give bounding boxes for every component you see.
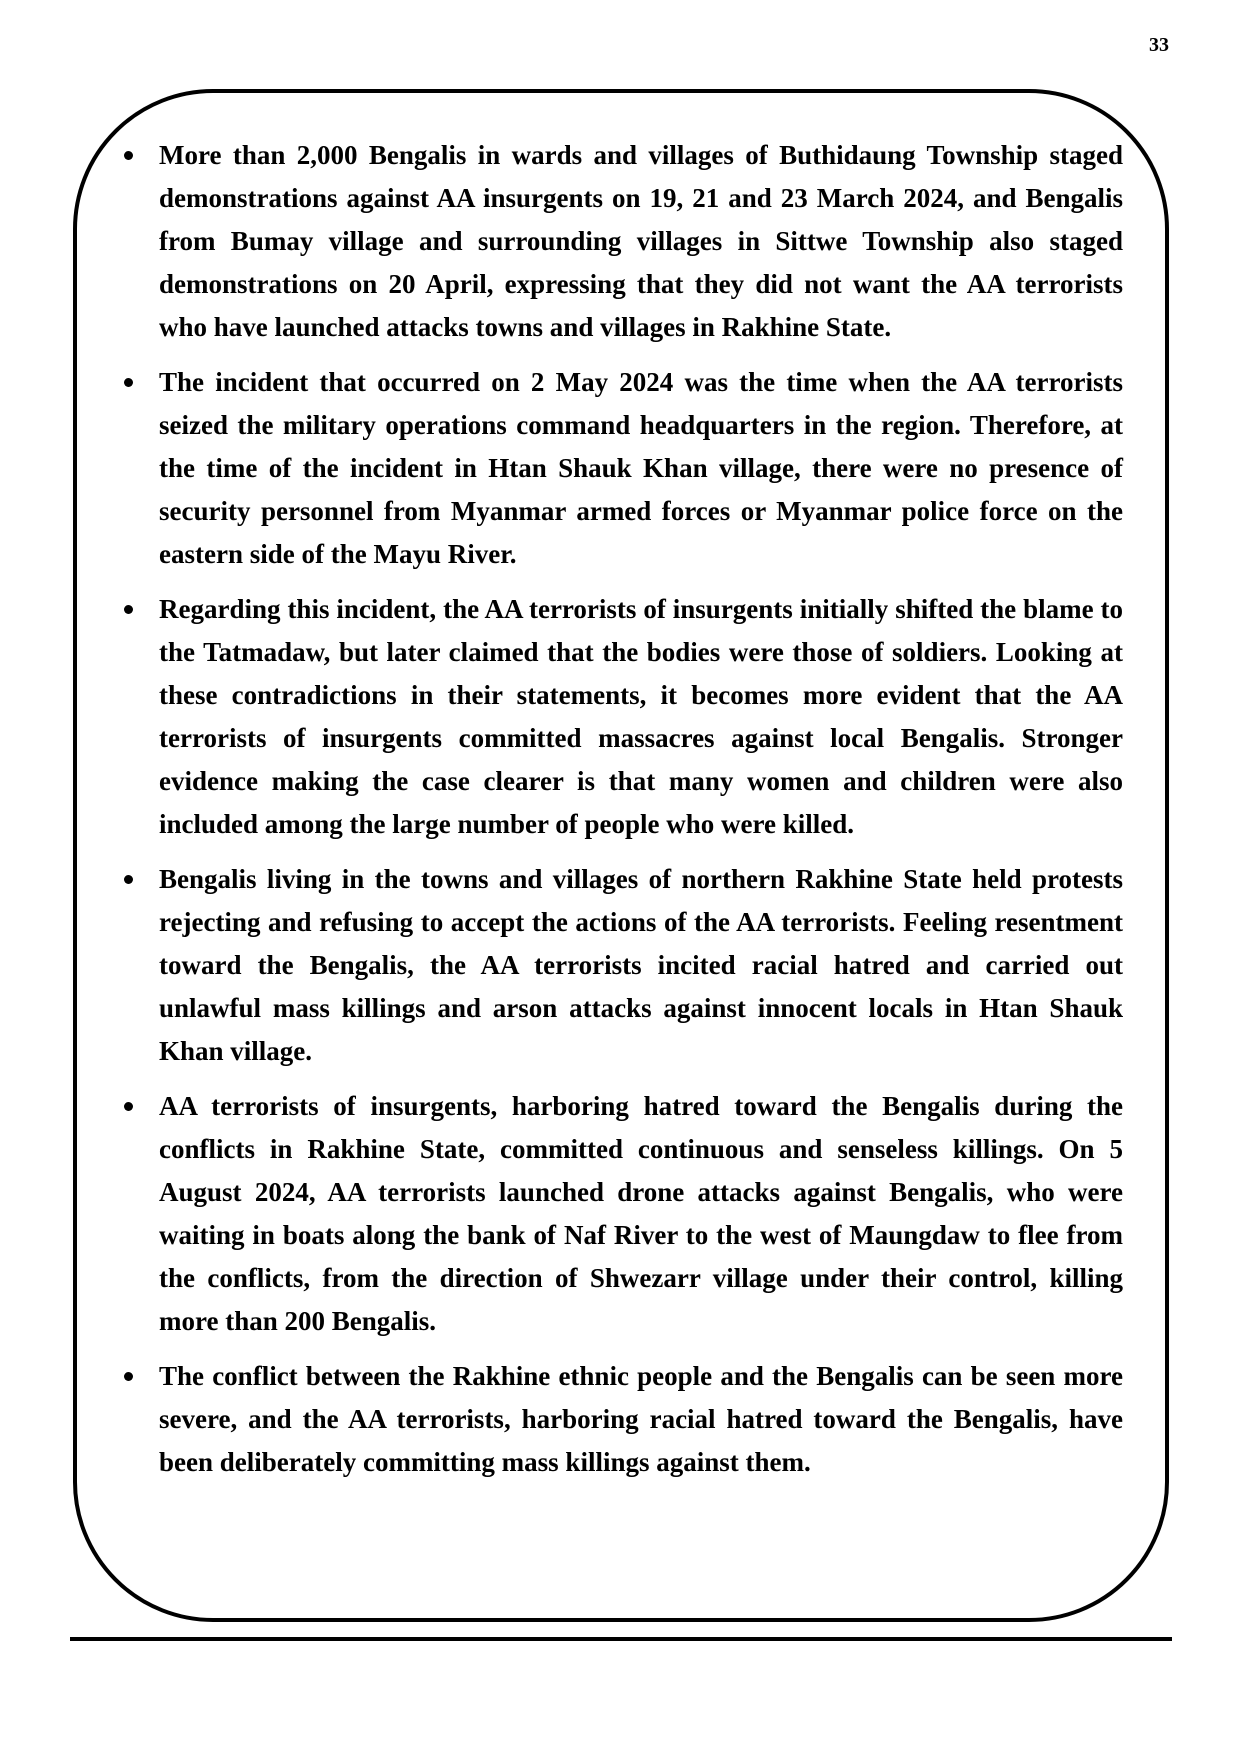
bullet-dot-icon <box>124 1372 133 1381</box>
bullet-list <box>120 134 1123 1496</box>
bullet-item <box>120 1085 1123 1343</box>
bullet-item <box>120 588 1123 846</box>
bullet-dot-icon <box>124 151 133 160</box>
bullet-text: Regarding this incident, the AA terrorists of insurgents initially shifted the blame to the Tatmadaw, but later claimed that the bodies were those of soldiers. Looking at these contradictions in their statements, it becomes more evident that the AA terrorists of insurgents committed massacres against local Bengalis. Stronger evidence making the case clearer is that many women and children were also included among the large number of people who were killed. <box>159 594 1123 839</box>
bullet-item <box>120 361 1123 576</box>
bottom-rule-divider <box>70 1637 1172 1641</box>
bullet-dot-icon <box>124 1102 133 1111</box>
bullet-dot-icon <box>124 605 133 614</box>
bullet-text: More than 2,000 Bengalis in wards and villages of Buthidaung Township staged demonstrations against AA insurgents on 19, 21 and 23 March 2024, and Bengalis from Bumay village and surrounding villages in Sittwe Township also staged demonstrations on 20 April, expressing that they did not want the AA terrorists who have launched attacks towns and villages in Rakhine State. <box>159 140 1123 342</box>
bullet-dot-icon <box>124 875 133 884</box>
bullet-text: Bengalis living in the towns and villages of northern Rakhine State held protests rejecting and refusing to accept the actions of the AA terrorists. Feeling resentment toward the Bengalis, the AA terrorists incited racial hatred and carried out unlawful mass killings and arson attacks against innocent locals in Htan Shauk Khan village. <box>159 864 1123 1066</box>
bullet-item <box>120 858 1123 1073</box>
bullet-text: The incident that occurred on 2 May 2024 was the time when the AA terrorists seized the military operations command headquarters in the region. Therefore, at the time of the incident in Htan Shauk Khan village, there were no presence of security personnel from Myanmar armed forces or Myanmar police force on the eastern side of the Mayu River. <box>159 367 1123 569</box>
page-number: 33 <box>1149 34 1169 56</box>
bullet-item <box>120 134 1123 349</box>
bullet-dot-icon <box>124 378 133 387</box>
bullet-text: The conflict between the Rakhine ethnic people and the Bengalis can be seen more severe, and the AA terrorists, harboring racial hatred toward the Bengalis, have been deliberately committing mass killings against them. <box>159 1361 1123 1477</box>
bullet-text: AA terrorists of insurgents, harboring hatred toward the Bengalis during the conflicts in Rakhine State, committed continuous and senseless killings. On 5 August 2024, AA terrorists launched drone attacks against Bengalis, who were waiting in boats along the bank of Naf River to the west of Maungdaw to flee from the conflicts, from the direction of Shwezarr village under their control, killing more than 200 Bengalis. <box>159 1091 1123 1336</box>
bullet-item <box>120 1355 1123 1484</box>
